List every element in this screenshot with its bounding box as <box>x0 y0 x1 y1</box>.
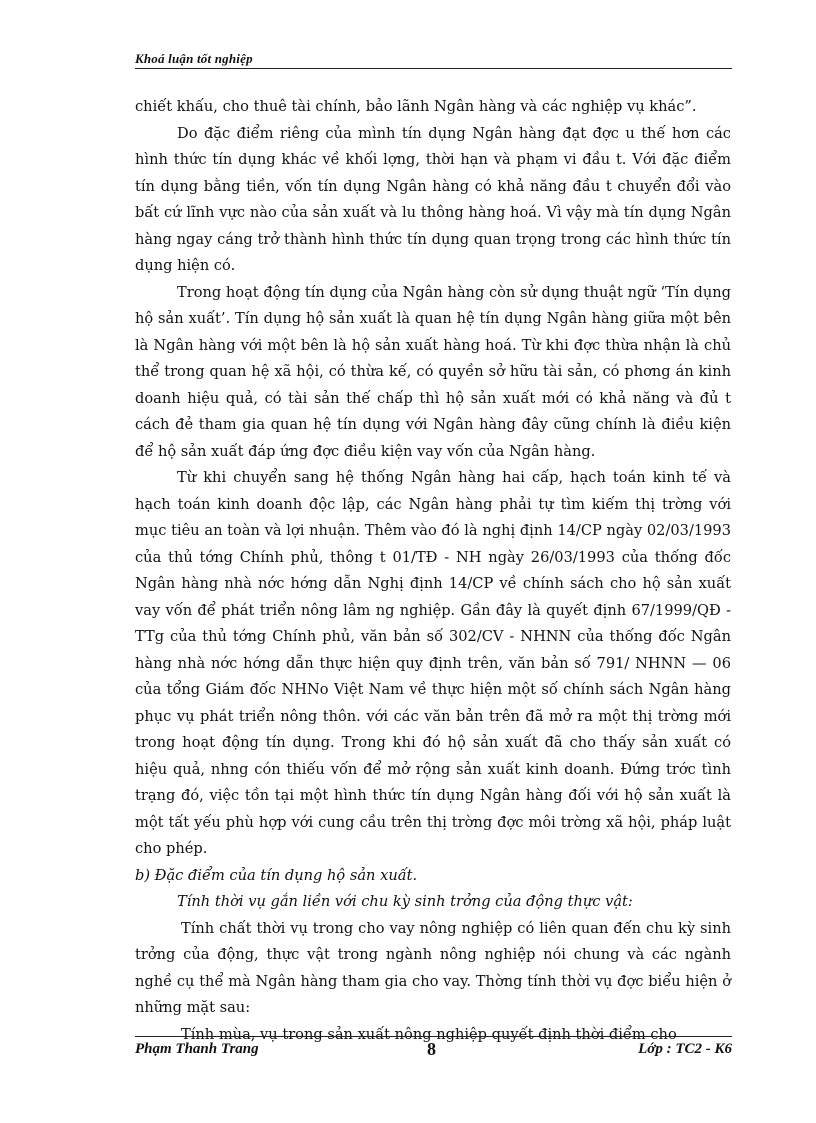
paragraph: Do đặc điểm riêng của mình tín dụng Ngân hàng đạt đợc u thế hơn các hình thức tín dụng khác về khối lợng, thời hạn và phạm vi đầu t. Với đặc điểm tín dụng bằng tiền, vốn tín dụng Ngân hàng có khả năng đầu t chuyển đổi vào bất cứ lĩnh vực nào của sản xuất và lu thông hàng hoá. Vì vậy mà tín dụng Ngân hàng ngay cáng trở thành hình thức tín dụng quan trọng trong các hình thức tín dụng hiện có. <box>135 124 731 274</box>
section-heading: b) Đặc điểm của tín dụng hộ sản xuất. <box>135 866 418 884</box>
footer-class-label: Lớp : TC2 - K6 <box>638 1041 732 1057</box>
header-title: Khoá luận tốt nghiệp <box>135 51 253 66</box>
paragraph: Tính mùa, vụ trong sản xuất nông nghiệp quyết định thời điểm cho <box>181 1025 677 1043</box>
page-footer <box>135 1041 732 1065</box>
page-header <box>135 50 732 69</box>
paragraph: Trong hoạt động tín dụng của Ngân hàng còn sử dụng thuật ngữ ‘Tín dụng hộ sản xuất’. Tín dụng hộ sản xuất là quan hệ tín dụng Ngân hàng giữa một bên là Ngân hàng với một bên là hộ sản xuất hàng hoá. Từ khi đợc thừa nhận là chủ thể trong quan hệ xã hội, có thừa kế, có quyền sở hữu tài sản, có phơng án kinh doanh hiệu quả, có tài sản thế chấp thì hộ sản xuất mới có khả năng và đủ t cách đẻ tham gia quan hệ tín dụng với Ngân hàng đây cũng chính là điều kiện để hộ sản xuất đáp ứng đợc điều kiện vay vốn của Ngân hàng. <box>135 283 731 460</box>
footer-divider <box>135 1036 732 1037</box>
body-text <box>135 94 731 1048</box>
paragraph: chiết khấu, cho thuê tài chính, bảo lãnh Ngân hàng và các nghiệp vụ khác”. <box>135 98 697 115</box>
footer-author: Phạm Thanh Trang <box>135 1041 259 1057</box>
paragraph: Từ khi chuyển sang hệ thống Ngân hàng hai cấp, hạch toán kinh tế và hạch toán kinh doanh độc lập, các Ngân hàng phải tự tìm kiếm thị trờng với mục tiêu an toàn và lợi nhuận. Thêm vào đó là nghị định 14/CP ngày 02/03/1993 của thủ tớng Chính phủ, thông t 01/TĐ - NH ngày 26/03/1993 của thống đốc Ngân hàng nhà nớc hớng dẫn Nghị định 14/CP về chính sách cho hộ sản xuất vay vốn để phát triển nông lâm ng nghiệp. Gần đây là quyết định 67/1999/QĐ - TTg của thủ tớng Chính phủ, văn bản số 302/CV - NHNN của thống đốc Ngân hàng nhà nớc hớng dẫn thực hiện quy định trên, văn bản số 791/ NHNN — 06 của tổng Giám đốc NHNo Việt Nam về thực hiện một số chính sách Ngân hàng phục vụ phát triển nông thôn. với các văn bản trên đã mở ra một thị trờng mới trong hoạt động tín dụng. Trong khi đó hộ sản xuất đã cho thấy sản xuất có hiệu quả, nhng cón thiếu vốn để mở rộng sản xuất kinh doanh. Đứng trớc tình trạng đó, việc tồn tại một hình thức tín dụng Ngân hàng đối với hộ sản xuất là một tất yếu phù hợp với cung cầu trên thị trờng đợc môi trờng xã hội, pháp luật cho phép. <box>135 469 731 857</box>
page-number: 8 <box>427 1039 436 1059</box>
subheading: Tính thời vụ gắn liền với chu kỳ sinh trởng của động thực vật: <box>177 893 633 910</box>
paragraph: Tính chất thời vụ trong cho vay nông nghiệp có liên quan đến chu kỳ sinh trởng của động, thực vật trong ngành nông nghiệp nói chung và các ngành nghề cụ thể mà Ngân hàng tham gia cho vay. Thờng tính thời vụ đợc biểu hiện ở những mặt sau: <box>135 919 731 1016</box>
